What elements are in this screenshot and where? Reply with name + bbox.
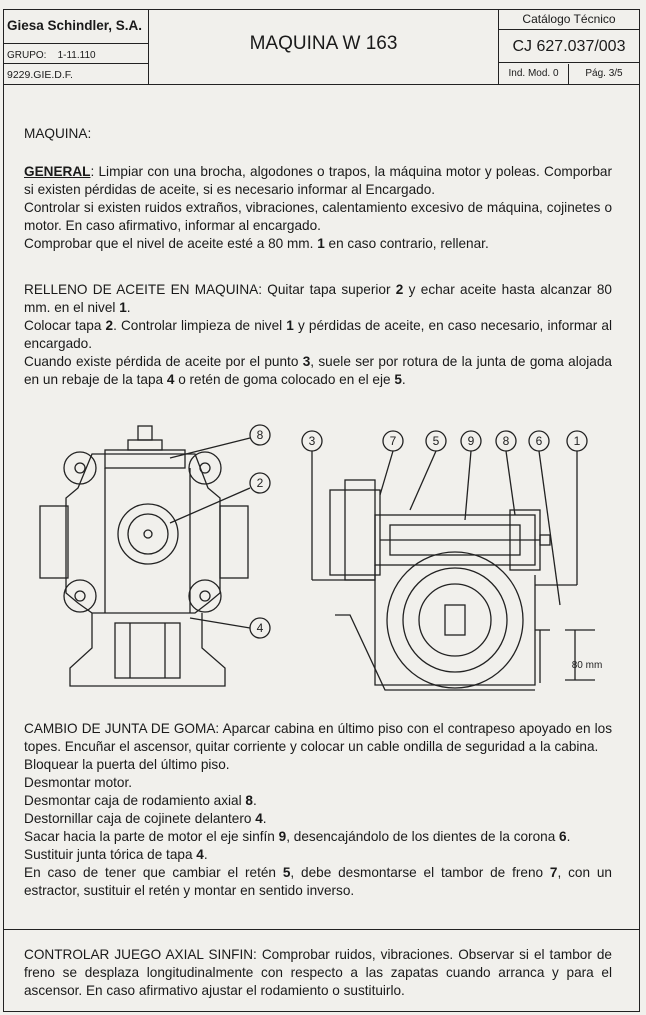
catalog-number: CJ 627.037/003 [499,29,639,63]
ref-6: 6 [559,829,567,844]
ref-1: 1 [317,236,325,251]
cambio-line: CAMBIO DE JUNTA DE GOMA: Aparcar cabina en último piso con el contrapeso apoyado en los topes. Encuñar el ascensor, quitar corriente y colocar un cable ondilla de seguridad a la cabina. [24,721,612,754]
cambio-line: . [203,847,208,862]
relleno-text: , suele ser por rotura de la junta de goma alojada en un rebaje de la tapa [24,354,612,387]
relleno-text: o retén de goma colocado en el eje [174,372,395,387]
cambio-line: Sacar hacia la parte de motor el eje sinfín [24,829,279,844]
cambio-line: . [262,811,267,826]
ref-4: 4 [255,811,263,826]
ref-7: 7 [549,865,558,880]
relleno-text: . Controlar limpieza de nivel [113,318,287,333]
relleno-text: . [401,372,406,387]
catalog-label: Catálogo Técnico [522,12,616,26]
cambio-line: Destornillar caja de cojinete delantero [24,811,256,826]
ref-3: 3 [302,354,311,369]
page-number: Pág. 3/5 [585,68,623,79]
relleno-text: Cuando existe pérdida de aceite por el punto [24,354,303,369]
ref-4: 4 [196,847,204,862]
ref-1: 1 [119,300,127,315]
callout-5: 5 [432,434,440,448]
callout-9: 9 [467,434,475,448]
relleno-text: Colocar tapa [24,318,106,333]
general-paragraph [24,163,612,253]
relleno-text: RELLENO DE ACEITE EN MAQUINA: Quitar tapa superior [24,282,396,297]
document-code: 9229.GIE.D.F. [7,69,73,81]
grupo-value: 1-11.110 [57,50,96,61]
section-divider [3,929,640,930]
cambio-line: Desmontar caja de rodamiento axial [24,793,246,808]
general-line-3: Comprobar que el nivel de aceite esté a 80 mm. [24,236,318,251]
cambio-line: Desmontar motor. [24,775,133,790]
general-label: GENERAL [24,164,91,179]
document-title: MAQUINA W 163 [149,9,499,85]
cambio-line: , desencajándolo de los dientes de la corona [286,829,560,844]
cambio-line: , debe desmontarse el tambor de freno [290,865,550,880]
relleno-text: . [126,300,131,315]
callout-8: 8 [502,434,510,448]
grupo-cell [3,44,148,64]
callout-8: 8 [256,428,264,442]
relleno-text: y echar aceite hasta alcanzar 80 mm. en el nivel [24,282,612,315]
callout-3: 3 [308,434,316,448]
section-title: MAQUINA: [24,126,92,141]
dimension-label: 80 mm [571,660,603,671]
ref-4: 4 [166,372,175,387]
ref-9: 9 [278,829,287,844]
general-line-3b: en caso contrario, rellenar. [324,236,489,251]
callout-4: 4 [256,621,264,635]
header-right [499,9,639,85]
ind-mod: Ind. Mod. 0 [499,64,569,85]
cambio-paragraph [24,720,612,900]
ref-8: 8 [245,793,253,808]
general-line-1: : Limpiar con una brocha, algodones o trapos, la máquina motor y poleas. Comporbar si existen pérdidas de aceite, si es necesario informar al Encargado. [24,164,612,197]
machine-front-view [30,418,290,703]
callout-1: 1 [573,434,581,448]
callout-6: 6 [535,434,543,448]
cambio-line: , con un estractor, sustituir el retén y montar en sentido inverso. [24,865,612,898]
cambio-line: Bloquear la puerta del último piso. [24,757,230,772]
ref-2: 2 [395,282,404,297]
callout-7: 7 [389,434,397,448]
ref-1: 1 [286,318,294,333]
relleno-text: y pérdidas de aceite, en caso necesario, informar al encargado. [24,318,612,351]
cambio-line: En caso de tener que cambiar el retén [24,865,283,880]
relleno-paragraph [24,281,612,389]
ref-5: 5 [282,865,291,880]
controlar-paragraph: CONTROLAR JUEGO AXIAL SINFIN: Comprobar ruidos, vibraciones. Observar si el tambor de freno se desplaza longitudinalmente con respecto a las zapatas cuando arranca y para el ascensor. En caso afirmativo ajustar el rodamiento o sustituirlo. [24,947,612,998]
general-line-2: Controlar si existen ruidos extraños, vibraciones, calentamiento excesivo de máquina, cojinetes o motor. En caso afirmativo, informar al encargado. [24,200,612,233]
ref-2: 2 [105,318,114,333]
ref-5: 5 [394,372,402,387]
company-name: Giesa Schindler, S.A. [3,9,148,44]
cambio-line: . [566,829,571,844]
grupo-label: GRUPO: [7,50,47,61]
cambio-line: . [252,793,257,808]
cambio-line: Sustituir junta tórica de tapa [24,847,197,862]
document-header [3,9,640,85]
machine-section-view [295,425,615,700]
callout-2: 2 [256,476,264,490]
header-left [3,9,149,85]
